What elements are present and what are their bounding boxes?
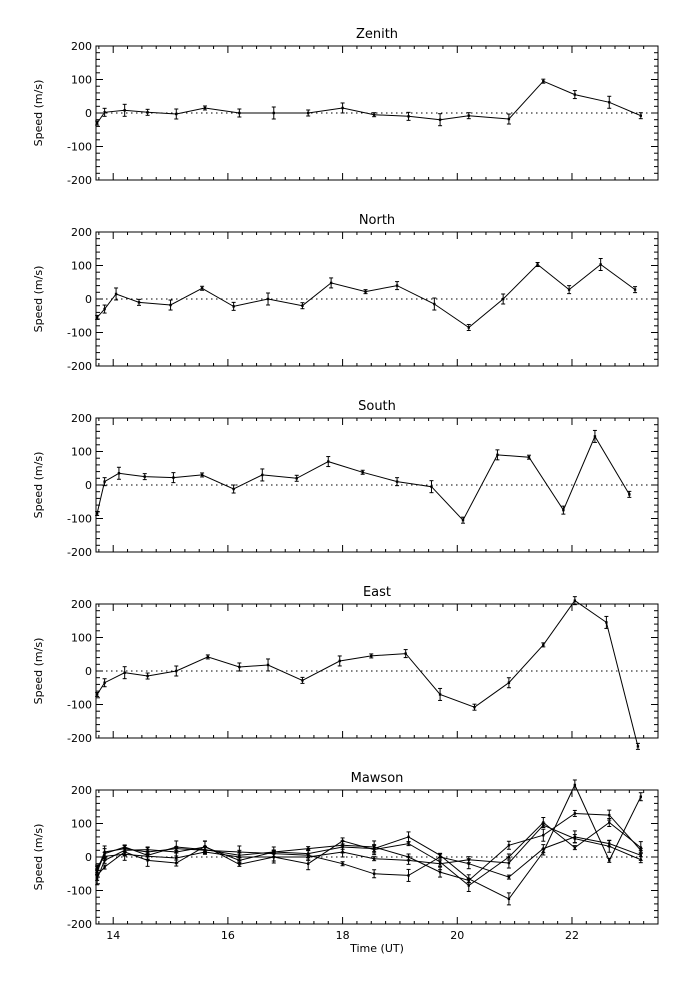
data-point (175, 851, 177, 853)
data-point (404, 652, 406, 654)
y-tick-label: -200 (67, 732, 92, 745)
data-point (238, 851, 240, 853)
data-point (123, 847, 125, 849)
data-point (407, 856, 409, 858)
data-point (594, 435, 596, 437)
data-point (307, 854, 309, 856)
data-point (542, 834, 544, 836)
data-point (103, 866, 105, 868)
data-point (496, 454, 498, 456)
y-tick-label: 100 (71, 73, 92, 87)
data-point (138, 301, 140, 303)
data-point (327, 460, 329, 462)
chart-title: North (358, 213, 396, 228)
data-point (608, 821, 610, 823)
data-point (508, 118, 510, 120)
series-line (97, 601, 638, 747)
y-tick-label: 0 (85, 107, 92, 120)
data-point (568, 288, 570, 290)
data-point (115, 293, 117, 295)
data-point (103, 851, 105, 853)
data-point (473, 706, 475, 708)
data-point (508, 862, 510, 864)
data-point (407, 115, 409, 117)
data-point (502, 298, 504, 300)
data-point (204, 849, 206, 851)
data-point (396, 480, 398, 482)
data-point (542, 80, 544, 82)
data-point (96, 122, 98, 124)
data-point (574, 784, 576, 786)
panel-mawson (32, 771, 658, 955)
data-point (542, 821, 544, 823)
data-point (175, 862, 177, 864)
data-point (373, 857, 375, 859)
y-tick-label: 100 (71, 631, 92, 645)
data-point (562, 509, 564, 511)
data-point (103, 480, 105, 482)
data-point (146, 851, 148, 853)
data-point (574, 93, 576, 95)
data-point (103, 859, 105, 861)
data-point (640, 796, 642, 798)
data-point (508, 682, 510, 684)
data-point (146, 675, 148, 677)
data-point (468, 114, 470, 116)
data-point (307, 847, 309, 849)
series-line (97, 825, 641, 867)
series-line (97, 81, 641, 123)
chart-title: East (362, 585, 392, 600)
data-point (574, 812, 576, 814)
y-tick-label: -100 (67, 884, 92, 898)
data-point (273, 852, 275, 854)
data-point (96, 316, 98, 318)
x-tick-label: 22 (564, 929, 579, 942)
data-point (407, 874, 409, 876)
data-point (542, 644, 544, 646)
data-point (608, 101, 610, 103)
data-point (301, 305, 303, 307)
data-point (462, 519, 464, 521)
data-point (103, 308, 105, 310)
data-point (634, 288, 636, 290)
data-point (201, 287, 203, 289)
y-tick-label: -200 (67, 918, 92, 931)
y-axis-label: Speed (m/s) (32, 823, 45, 891)
data-point (267, 298, 269, 300)
data-point (640, 854, 642, 856)
data-point (330, 282, 332, 284)
data-point (175, 847, 177, 849)
data-point (468, 884, 470, 886)
data-point (439, 856, 441, 858)
data-point (273, 112, 275, 114)
data-point (439, 871, 441, 873)
y-axis-label: Speed (m/s) (32, 265, 45, 333)
data-point (528, 456, 530, 458)
data-point (96, 512, 98, 514)
data-point (542, 847, 544, 849)
data-point (261, 474, 263, 476)
data-point (599, 263, 601, 265)
y-tick-label: 200 (71, 40, 92, 53)
data-point (508, 898, 510, 900)
data-point (407, 842, 409, 844)
data-point (370, 655, 372, 657)
x-tick-label: 18 (335, 929, 350, 942)
data-point (267, 664, 269, 666)
y-tick-label: 200 (71, 598, 92, 611)
data-point (468, 326, 470, 328)
y-tick-label: -200 (67, 360, 92, 373)
y-axis-label: Speed (m/s) (32, 451, 45, 519)
data-point (232, 305, 234, 307)
data-point (536, 263, 538, 265)
data-point (637, 745, 639, 747)
y-tick-label: 0 (85, 665, 92, 678)
data-point (341, 107, 343, 109)
data-point (175, 113, 177, 115)
data-point (204, 107, 206, 109)
chart-title: Zenith (355, 27, 399, 42)
x-tick-label: 16 (220, 929, 235, 942)
data-point (169, 304, 171, 306)
y-tick-label: 200 (71, 226, 92, 239)
y-tick-label: -100 (67, 140, 92, 154)
data-point (439, 693, 441, 695)
chart-title: South (358, 399, 396, 414)
y-axis-label: Speed (m/s) (32, 637, 45, 705)
data-point (96, 878, 98, 880)
y-tick-label: -100 (67, 698, 92, 712)
data-point (468, 879, 470, 881)
data-point (103, 682, 105, 684)
series-line (97, 265, 635, 328)
panel-south (32, 399, 658, 559)
data-point (640, 114, 642, 116)
data-point (118, 472, 120, 474)
y-tick-label: -100 (67, 326, 92, 340)
y-axis-label: Speed (m/s) (32, 79, 45, 147)
data-point (301, 679, 303, 681)
data-point (201, 474, 203, 476)
y-tick-label: 0 (85, 479, 92, 492)
data-point (341, 844, 343, 846)
data-point (468, 863, 470, 865)
y-tick-label: 0 (85, 851, 92, 864)
data-point (608, 842, 610, 844)
data-point (574, 836, 576, 838)
x-axis-label: Time (UT) (350, 942, 404, 955)
data-point (238, 859, 240, 861)
data-point (439, 119, 441, 121)
data-point (433, 303, 435, 305)
y-tick-label: -200 (67, 546, 92, 559)
y-tick-label: 0 (85, 293, 92, 306)
x-tick-label: 20 (450, 929, 465, 942)
data-point (96, 869, 98, 871)
data-point (608, 859, 610, 861)
data-point (232, 488, 234, 490)
data-point (146, 111, 148, 113)
data-point (341, 863, 343, 865)
y-tick-label: -100 (67, 512, 92, 526)
data-point (605, 621, 607, 623)
data-point (373, 113, 375, 115)
x-tick-label: 14 (106, 929, 121, 942)
data-point (439, 861, 441, 863)
y-tick-label: 100 (71, 817, 92, 831)
data-point (430, 485, 432, 487)
y-tick-label: 100 (71, 445, 92, 459)
y-tick-label: 100 (71, 259, 92, 273)
data-point (396, 284, 398, 286)
data-point (144, 475, 146, 477)
data-point (123, 671, 125, 673)
data-point (123, 109, 125, 111)
data-point (96, 693, 98, 695)
data-point (339, 660, 341, 662)
data-point (238, 666, 240, 668)
data-point (407, 836, 409, 838)
data-point (373, 873, 375, 875)
y-tick-label: 200 (71, 784, 92, 797)
panel-east (32, 585, 658, 749)
data-point (508, 856, 510, 858)
data-point (175, 670, 177, 672)
data-point (238, 112, 240, 114)
data-point (574, 846, 576, 848)
data-point (608, 814, 610, 816)
data-point (172, 476, 174, 478)
series-line (97, 436, 629, 520)
data-point (628, 493, 630, 495)
data-point (307, 112, 309, 114)
data-point (364, 290, 366, 292)
data-point (574, 599, 576, 601)
data-point (361, 471, 363, 473)
chart-title: Mawson (350, 771, 404, 786)
panel-north (32, 213, 658, 373)
data-point (207, 656, 209, 658)
data-point (175, 857, 177, 859)
series-line (97, 785, 641, 899)
y-tick-label: -200 (67, 174, 92, 187)
panel-zenith (32, 27, 658, 187)
data-point (296, 477, 298, 479)
data-point (103, 111, 105, 113)
data-point (373, 846, 375, 848)
data-point (508, 844, 510, 846)
data-point (508, 876, 510, 878)
data-point (307, 863, 309, 865)
y-tick-label: 200 (71, 412, 92, 425)
